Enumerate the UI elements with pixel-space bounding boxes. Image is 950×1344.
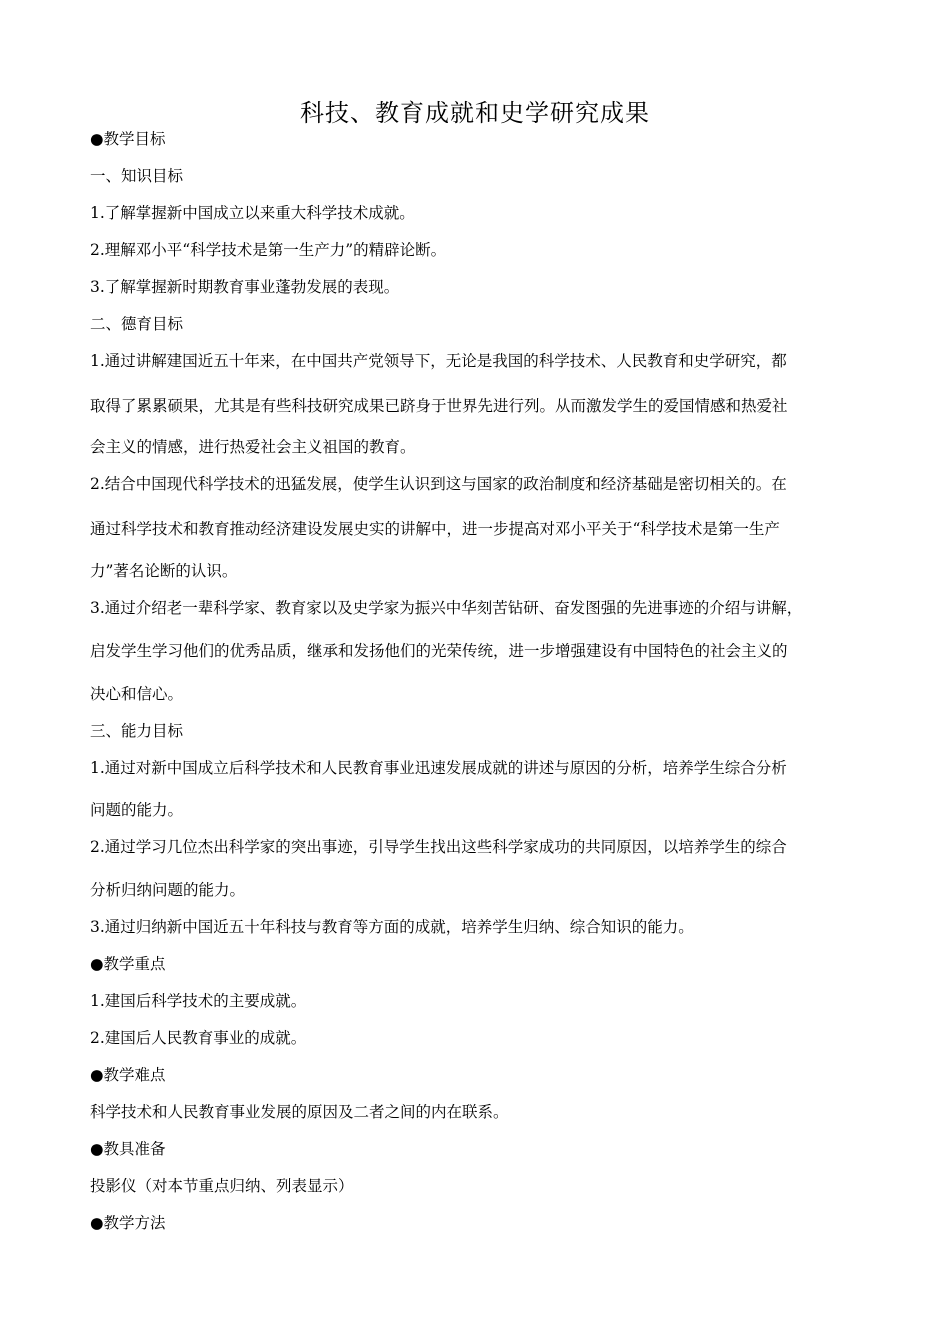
paragraph-line: 2.通过学习几位杰出科学家的突出事迹，引导学生找出这些科学家成功的共同原因，以培养学生的综合 [90, 838, 787, 856]
paragraph-line: 3.通过介绍老一辈科学家、教育家以及史学家为振兴中华刻苦钻研、奋发图强的先进事迹的介绍与讲解， [90, 599, 803, 617]
paragraph-line: 启发学生学习他们的优秀品质，继承和发扬他们的光荣传统，进一步增强建设有中国特色的社会主义的 [90, 642, 788, 660]
paragraph-line: 1.建国后科学技术的主要成就。 [90, 992, 307, 1010]
section-heading-teaching-aids: ●教具准备 [90, 1140, 166, 1158]
paragraph-line: 分析归纳问题的能力。 [90, 881, 246, 899]
subheading-moral-goals: 二、德育目标 [90, 315, 184, 333]
subheading-ability-goals: 三、能力目标 [90, 722, 184, 740]
paragraph-line: 通过科学技术和教育推动经济建设发展史实的讲解中，进一步提高对邓小平关于“科学技术是第一生产 [90, 520, 780, 538]
paragraph-line: 科学技术和人民教育事业发展的原因及二者之间的内在联系。 [90, 1103, 509, 1121]
section-heading-teaching-goals: ●教学目标 [90, 130, 166, 148]
paragraph-line: 力”著名论断的认识。 [90, 562, 238, 580]
document-title: 科技、教育成就和史学研究成果 [300, 99, 650, 127]
paragraph-line: 3.了解掌握新时期教育事业蓬勃发展的表现。 [90, 278, 400, 296]
paragraph-line: 决心和信心。 [90, 685, 184, 703]
paragraph-line: 2.理解邓小平“科学技术是第一生产力”的精辟论断。 [90, 241, 447, 259]
section-heading-difficulties: ●教学难点 [90, 1066, 166, 1084]
paragraph-line: 问题的能力。 [90, 801, 184, 819]
paragraph-line: 投影仪（对本节重点归纳、列表显示） [90, 1177, 354, 1195]
section-heading-key-points: ●教学重点 [90, 955, 166, 973]
paragraph-line: 1.通过讲解建国近五十年来，在中国共产党领导下，无论是我国的科学技术、人民教育和史学研究，都 [90, 352, 787, 370]
paragraph-line: 3.通过归纳新中国近五十年科技与教育等方面的成就，培养学生归纳、综合知识的能力。 [90, 918, 694, 936]
section-heading-teaching-methods: ●教学方法 [90, 1214, 166, 1232]
paragraph-line: 会主义的情感，进行热爱社会主义祖国的教育。 [90, 438, 416, 456]
subheading-knowledge-goals: 一、知识目标 [90, 167, 184, 185]
paragraph-line: 2.建国后人民教育事业的成就。 [90, 1029, 307, 1047]
paragraph-line: 1.了解掌握新中国成立以来重大科学技术成就。 [90, 204, 415, 222]
paragraph-line: 2.结合中国现代科学技术的迅猛发展，使学生认识到这与国家的政治制度和经济基础是密切相关的。在 [90, 475, 787, 493]
paragraph-line: 取得了累累硕果，尤其是有些科技研究成果已跻身于世界先进行列。从而激发学生的爱国情感和热爱社 [90, 397, 788, 415]
paragraph-line: 1.通过对新中国成立后科学技术和人民教育事业迅速发展成就的讲述与原因的分析，培养学生综合分析 [90, 759, 787, 777]
